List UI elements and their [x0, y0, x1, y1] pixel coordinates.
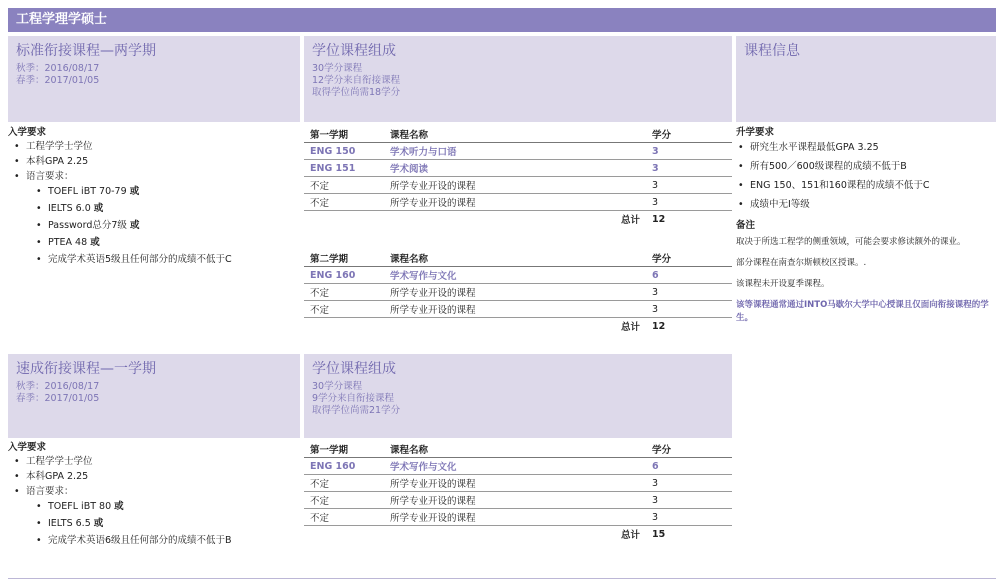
requirement-item: • 工程学学士学位: [18, 140, 298, 154]
info-title: 课程信息: [744, 43, 800, 59]
standard-composition-band: [304, 36, 732, 122]
total-row: 总计 15: [620, 528, 666, 541]
bottom-divider: [8, 578, 996, 579]
accelerated-requirements: [8, 441, 298, 551]
standard-requirements: [8, 126, 298, 270]
program-title: 工程学理学硕士: [8, 8, 996, 32]
info-band: [736, 36, 996, 122]
note: 部分课程在南查尔斯顿校区授课。.: [736, 258, 867, 268]
start-date: 春季：2017/01/05: [16, 75, 100, 86]
start-date: 秋季：2016/08/17: [16, 63, 100, 74]
standard-pathway-title: 标准衔接课程—两学期: [16, 43, 156, 59]
total-row: 总计 12: [620, 320, 666, 333]
table-row: ENG 150 学术听力与口语 3: [304, 143, 732, 160]
standard-sem1-table: [304, 126, 732, 227]
table-row: 不定 所学专业开设的课程 3: [304, 475, 732, 492]
accelerated-composition-band: [304, 354, 732, 438]
standard-sem2-table: [304, 250, 732, 334]
composition-line: 12学分来自衔接课程: [312, 75, 401, 86]
progress-item: • 研究生水平课程最低GPA 3.25: [736, 141, 996, 154]
language-item: • TOEFL iBT 80 或: [40, 500, 298, 514]
requirement-item: • 语言要求： • TOEFL iBT 70-79 或 • IELTS 6.0 或 • Password总分7级 或 • PTEA 48 或 • 完成学术英语5级且任何部分的成绩不低于C: [18, 170, 298, 267]
note: 取决于所选工程学的侧重领域，可能会要求修读额外的课业。: [736, 237, 966, 247]
start-date: 秋季：2016/08/17: [16, 381, 100, 392]
language-item: • 完成学术英语5级且任何部分的成绩不低于C: [40, 253, 298, 267]
table-row: 不定 所学专业开设的课程 3: [304, 509, 732, 526]
progress-item: • 所有500／600级课程的成绩不低于B: [736, 160, 996, 173]
language-item: • IELTS 6.0 或: [40, 202, 298, 216]
composition-line: 30学分课程: [312, 63, 363, 74]
progress-heading: 升学要求: [736, 127, 775, 138]
composition-title: 学位课程组成: [312, 361, 396, 377]
table-row: ENG 160 学术写作与文化 6: [304, 267, 732, 284]
progress-item: • ENG 150、151和160课程的成绩不低于C: [736, 179, 996, 192]
language-item: • Password总分7级 或: [40, 219, 298, 233]
requirement-item: • 本科GPA 2.25: [18, 470, 298, 484]
composition-line: 30学分课程: [312, 381, 363, 392]
requirements-heading: 入学要求: [8, 442, 47, 453]
table-row: 不定 所学专业开设的课程 3: [304, 284, 732, 301]
accelerated-pathway-title: 速成衔接课程—一学期: [16, 361, 156, 377]
table-header-row: 第一学期 课程名称 学分: [304, 441, 732, 458]
language-item: • IELTS 6.5 或: [40, 517, 298, 531]
accelerated-sem1-table: [304, 441, 732, 542]
language-item: • 完成学术英语6级且任何部分的成绩不低于B: [40, 534, 298, 548]
composition-line: 9学分来自衔接课程: [312, 393, 395, 404]
composition-line: 取得学位尚需18学分: [312, 87, 401, 98]
course-info: [736, 126, 996, 333]
composition-line: 取得学位尚需21学分: [312, 405, 401, 416]
language-item: • PTEA 48 或: [40, 236, 298, 250]
requirement-item: • 本科GPA 2.25: [18, 155, 298, 169]
standard-pathway-band: [8, 36, 300, 122]
requirement-item: • 工程学学士学位: [18, 455, 298, 469]
total-row: 总计 12: [620, 213, 666, 226]
requirements-heading: 入学要求: [8, 127, 47, 138]
accelerated-pathway-band: [8, 354, 300, 438]
table-header-row: 第一学期 课程名称 学分: [304, 126, 732, 143]
table-row: 不定 所学专业开设的课程 3: [304, 301, 732, 318]
table-header-row: 第二学期 课程名称 学分: [304, 250, 732, 267]
progress-item: • 成绩中无I等级: [736, 198, 996, 211]
requirement-item: • 语言要求： • TOEFL iBT 80 或 • IELTS 6.5 或 • 完成学术英语6级且任何部分的成绩不低于B: [18, 485, 298, 548]
note: 该课程未开设夏季课程。: [736, 279, 830, 289]
notes-heading: 备注: [736, 220, 756, 231]
table-row: 不定 所学专业开设的课程 3: [304, 194, 732, 211]
language-item: • TOEFL iBT 70-79 或: [40, 185, 298, 199]
highlight-note: 该等课程通常通过INTO马歇尔大学中心授课且仅面向衔接课程的学生。: [736, 300, 989, 323]
table-row: 不定 所学专业开设的课程 3: [304, 492, 732, 509]
table-row: ENG 160 学术写作与文化 6: [304, 458, 732, 475]
table-row: ENG 151 学术阅读 3: [304, 160, 732, 177]
composition-title: 学位课程组成: [312, 43, 396, 59]
table-row: 不定 所学专业开设的课程 3: [304, 177, 732, 194]
start-date: 春季：2017/01/05: [16, 393, 100, 404]
